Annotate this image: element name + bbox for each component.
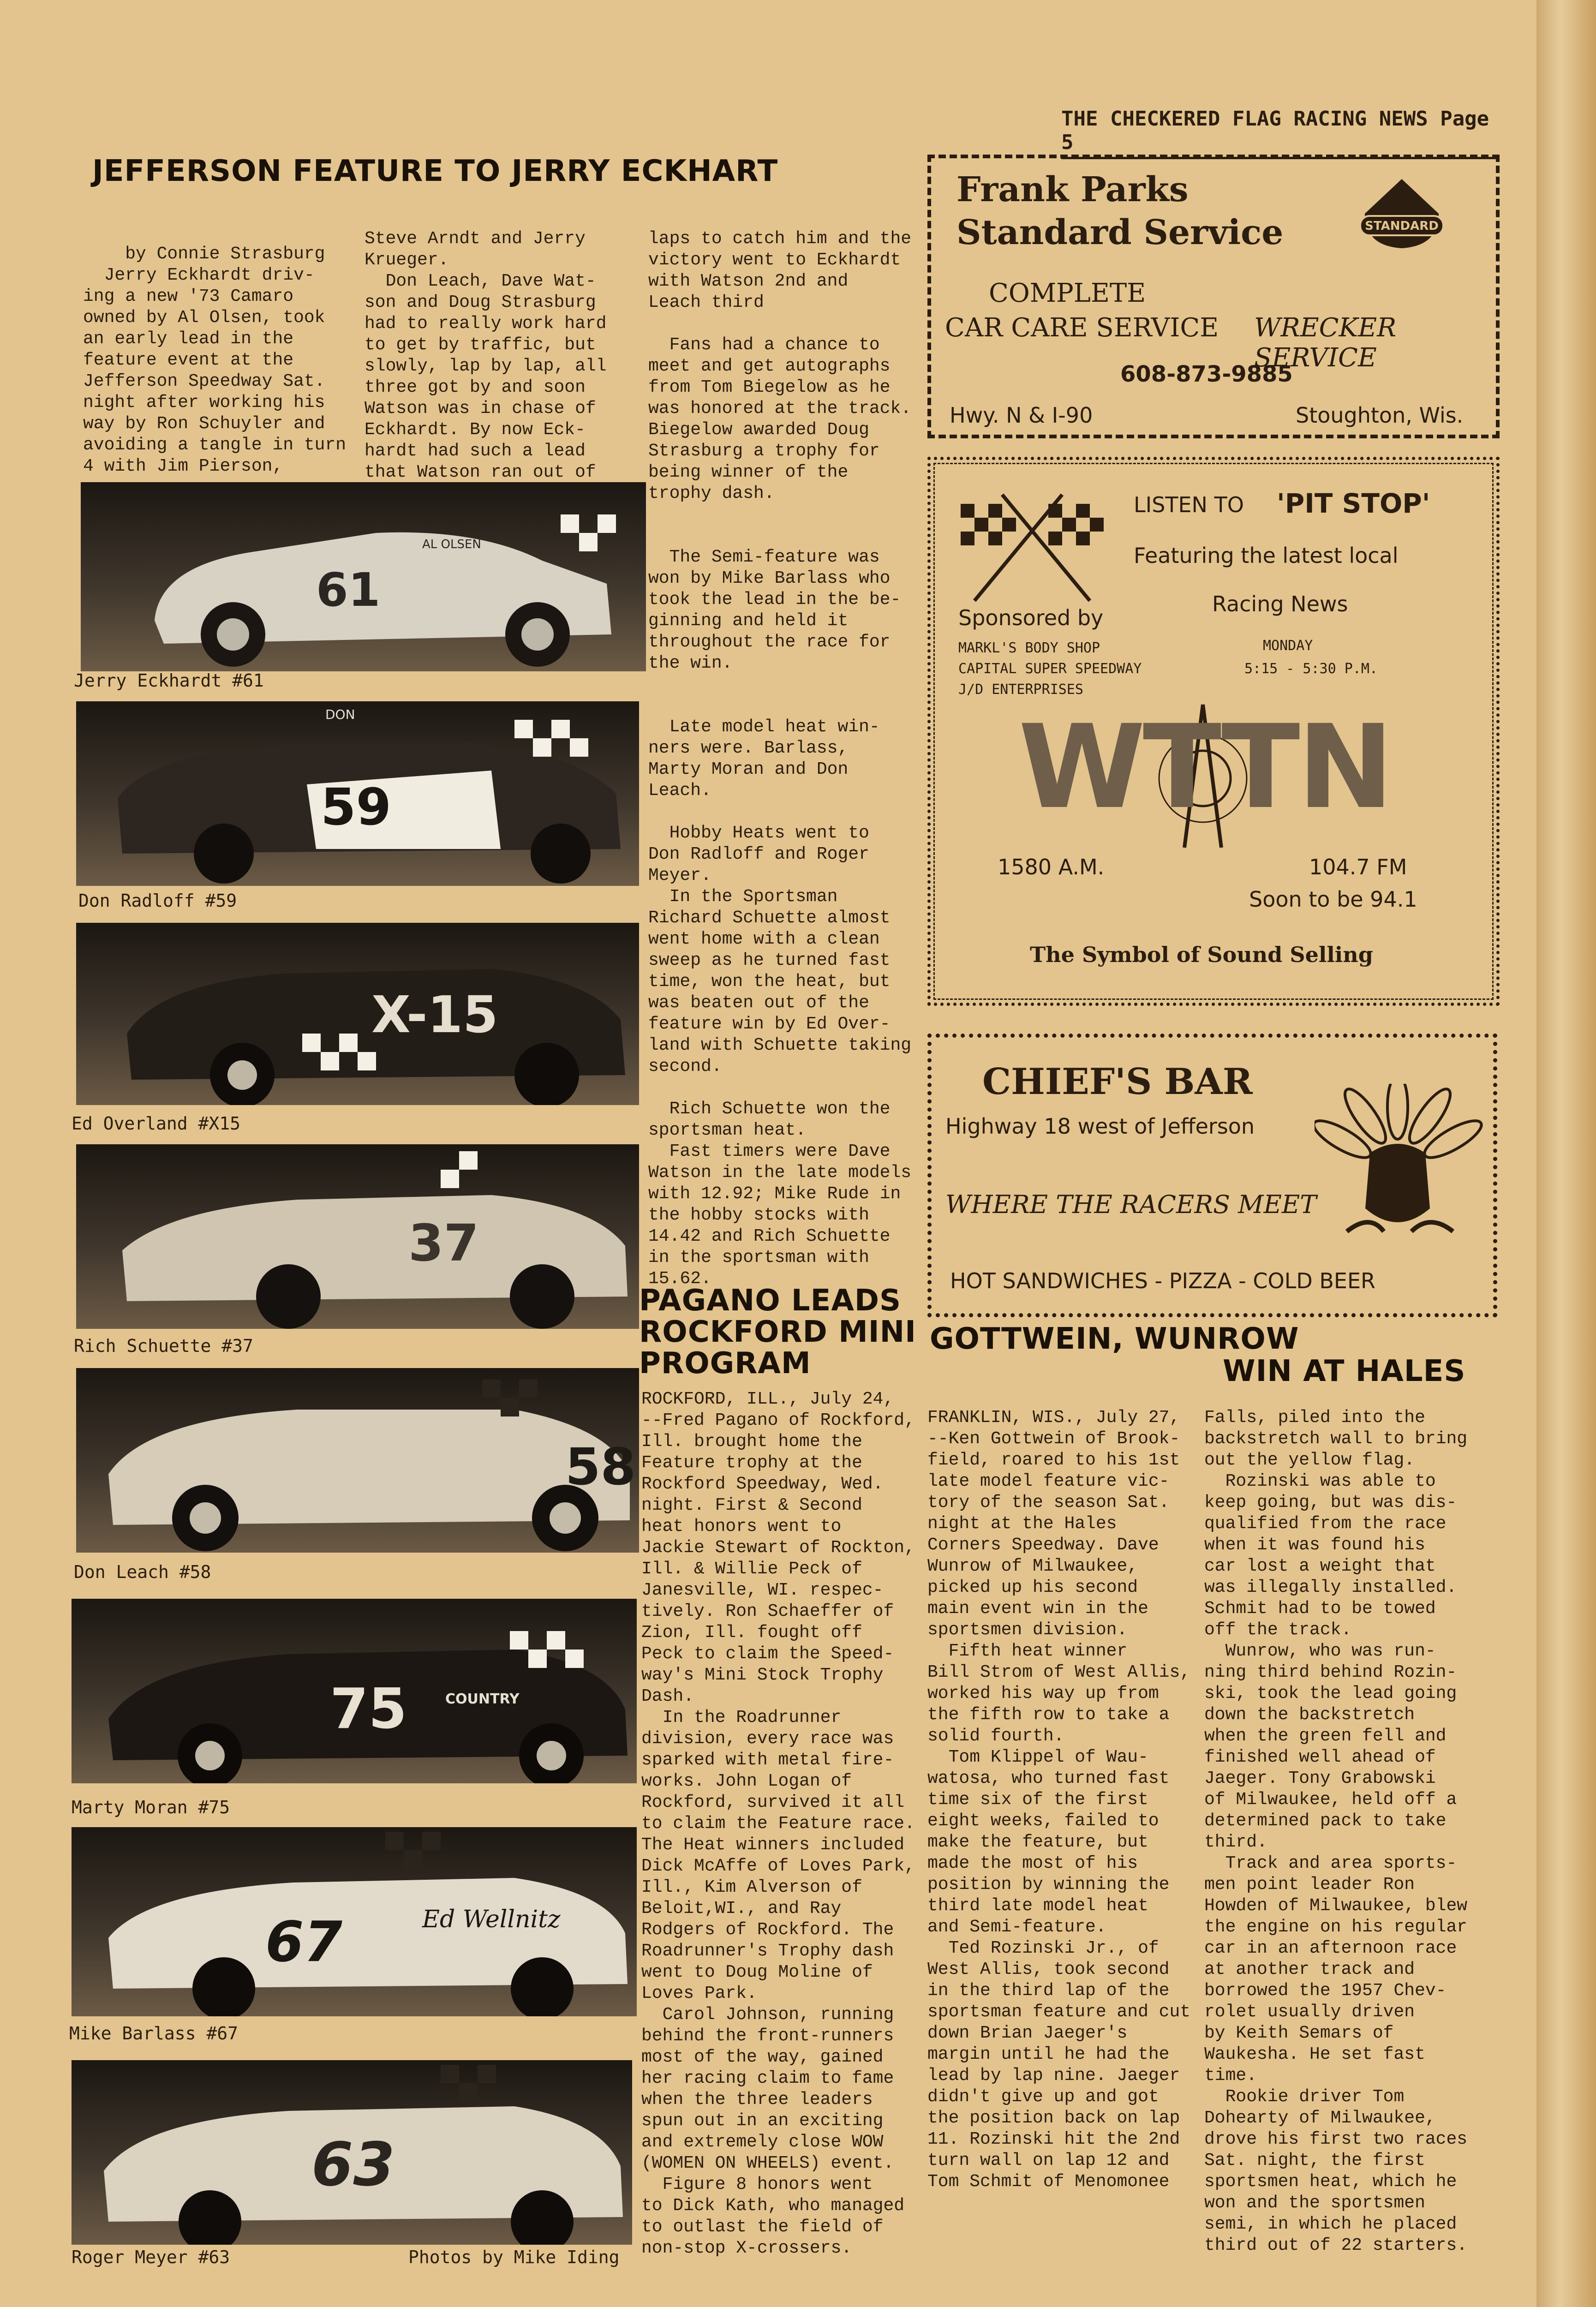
article-jefferson-col1: by Connie Strasburg Jerry Eckhardt driv- ing a new '73 Camaro owned by Al Olsen, took an early lead in the feature event at the Jefferson Speedway Sat. night after working his way by Ron Schuyler and avoiding a tangle in turn 4 with Jim Pierson, [83, 244, 347, 476]
article-headline-jefferson: JEFFERSON FEATURE TO JERRY ECKHART [92, 154, 778, 188]
car-sponsor-text: DON [325, 707, 355, 722]
ad-wttn-show: 'PIT STOP' [1277, 488, 1430, 519]
masthead: THE CHECKERED FLAG RACING NEWS Page 5 [1061, 107, 1500, 159]
car-sponsor-text: AL OLSEN [422, 538, 481, 551]
car-number-67: 67 [265, 1910, 342, 1974]
ad-wttn-soon: Soon to be 94.1 [1249, 887, 1417, 912]
ad-frank-parks-title: Frank Parks [956, 170, 1189, 209]
ad-chiefs-bar-name: CHIEF'S BAR [982, 1061, 1253, 1103]
ad-address-right: Stoughton, Wis. [1296, 403, 1464, 428]
car-number-x15: X-15 [371, 985, 498, 1044]
photo-rich-schuette [76, 1144, 639, 1329]
ad-phone: 608-873-9885 [1120, 361, 1293, 387]
newspaper-fold-edge [1536, 0, 1596, 2307]
ad-wttn-call-letters: WTTN [1018, 700, 1391, 834]
car-number-63: 63 [311, 2129, 395, 2199]
car-number-59: 59 [321, 777, 392, 837]
article-headline-gottwein: GOTTWEIN, WUNROW [930, 1322, 1299, 1356]
indian-chief-headdress-icon [1315, 1084, 1490, 1259]
photo-credit: Photos by Mike Iding [408, 2247, 620, 2267]
article-headline-pagano: PAGANO LEADS ROCKFORD MINI PROGRAM [639, 1284, 916, 1381]
photo-mike-barlass [72, 1827, 637, 2016]
photo-jerry-eckhardt [81, 482, 646, 671]
ad-wttn-featuring: Featuring the latest local [1134, 543, 1399, 568]
ad-line-car-care: CAR CARE SERVICE [945, 313, 1219, 343]
car-number-61: 61 [316, 563, 381, 617]
ad-chiefs-bar-location: Highway 18 west of Jefferson [945, 1114, 1255, 1139]
ad-wttn-am: 1580 A.M. [998, 855, 1105, 879]
photo-marty-moran [72, 1599, 637, 1783]
caption-rich-schuette: Rich Schuette #37 [74, 1336, 253, 1356]
car-number-58: 58 [565, 1437, 636, 1496]
checkered-flags-icon [956, 485, 1108, 605]
photo-ed-overland [76, 923, 639, 1105]
article-jefferson-col3: laps to catch him and the victory went to Eckhardt with Watson 2nd and Leach third Fans had a chance to meet and get autographs from Tom Biegelow as he was honored at the track. Biegelow awarded Doug Strasburg a trophy for being winner of the trophy dash. The Semi-feature was won by Mike Barlass who took the lead in the be- ginning and held it throughout the race for the win. Late model heat win- ners were. Barlass, Marty Moran and Don Leach. Hobby Heats went to Don Radloff and Roger Meyer. In the Sportsman Richard Schuette almost went home with a clean sweep as he turned fast time, won the heat, but was beaten out of the feature win by Ed Over- land with Schuette taking second. Rich Schuette won the sportsman heat. Fast timers were Dave Watson in the late models with 12.92; Mike Rude in the hobby stocks with 14.42 and Rich Schuette in the sportsman with 15.62. [648, 229, 912, 1289]
ad-wttn-time: 5:15 - 5:30 P.M. [1244, 661, 1378, 677]
ad-address-left: Hwy. N & I-90 [950, 403, 1093, 428]
photo-don-leach [76, 1368, 639, 1553]
photo-don-radloff [76, 701, 639, 886]
ad-wttn-sponsors: MARKL'S BODY SHOP CAPITAL SUPER SPEEDWAY J/D ENTERPRISES [958, 640, 1142, 698]
car-number-75: 75 [330, 1677, 407, 1741]
ad-frank-parks [927, 155, 1500, 438]
ad-wttn-day: MONDAY [1263, 638, 1313, 654]
ad-wttn-listen: LISTEN TO [1134, 492, 1244, 517]
caption-marty-moran: Marty Moran #75 [72, 1797, 230, 1817]
article-gottwein-col1: FRANKLIN, WIS., July 27, --Ken Gottwein of Brook- field, roared to his 1st late model feature vic- tory of the season Sat. night at the Hales Corners Speedway. Dave Wunrow of Milwaukee, picked up his second main event win in the sportsmen division. Fifth heat winner Bill Strom of West Allis, worked his way up from the fifth row to take a solid fourth. Tom Klippel of Wau- watosa, who turned fast time six of the first eight weeks, failed to make the feature, but made the most of his position by winning the third late model heat and Semi-feature. Ted Rozinski Jr., of West Allis, took second in the third lap of the sportsman feature and cut down Brian Jaeger's margin until he had the lead by lap nine. Jaeger didn't give up and got the position back on lap 11. Rozinski hit the 2nd turn wall on lap 12 and Tom Schmit of Menomonee [927, 1408, 1191, 2192]
ad-wttn-racing-news: Racing News [1212, 592, 1348, 616]
ad-line-wrecker: WRECKER SERVICE [1254, 313, 1397, 373]
car-number-37: 37 [408, 1213, 479, 1273]
article-pagano-body: ROCKFORD, ILL., July 24, --Fred Pagano of Rockford, Ill. brought home the Feature trophy at the Rockford Speedway, Wed. night. First & Second heat honors went to Jackie Stewart of Rockton, Ill. & Willie Peck of Janesville, WI. respec- tively. Ron Schaeffer of Zion, Ill. fought off Peck to claim the Speed- way's Mini Stock Trophy Dash. In the Roadrunner division, every race was sparked with metal fire- works. John Logan of Rockford, survived it all to claim the Feature race. The Heat winners included Dick McAffe of Loves Park, Ill., Kim Alverson of Beloit,WI., and Ray Rodgers of Rockford. The Roadrunner's Trophy dash went to Doug Moline of Loves Park. Carol Johnson, running behind the front-runners most of the way, gained her racing claim to fame when the three leaders spun out in an exciting and extremely close WOW (WOMEN ON WHEELS) event. Figure 8 honors went to Dick Kath, who managed to outlast the field of non-stop X-crossers. [641, 1389, 915, 2258]
ad-wttn-sponsored: Sponsored by [958, 605, 1104, 630]
ad-chiefs-bar-tagline: WHERE THE RACERS MEET [945, 1190, 1317, 1219]
ad-chiefs-bar-menu: HOT SANDWICHES - PIZZA - COLD BEER [950, 1268, 1376, 1293]
standard-logo-text: STANDARD [1365, 219, 1439, 233]
car-sponsor-text: Ed Wellnitz [422, 1906, 561, 1933]
ad-line-complete: COMPLETE [989, 278, 1146, 308]
photo-roger-meyer [72, 2060, 632, 2245]
article-gottwein-col2: Falls, piled into the backstretch wall to bring out the yellow flag. Rozinski was able to keep going, but was dis- qualified from the race when it was found his car lost a weight that was illegally installed. Schmit had to be towed off the track. Wunrow, who was run- ning third behind Rozin- ski, took the lead going down the backstretch when the green fell and finished well ahead of Jaeger. Tony Grabowski of Milwaukee, held off a determined pack to take third. Track and area sports- men point leader Ron Howden of Milwaukee, blew the engine on his regular car in an afternoon race at another track and borrowed the 1957 Chev- rolet usually driven by Keith Semars of Waukesha. He set fast time. Rookie driver Tom Dohearty of Milwaukee, drove his first two races Sat. night, the first sportsmen heat, which he won and the sportsmen semi, in which he placed third out of 22 starters. [1204, 1408, 1468, 2255]
article-jefferson-col2: Steve Arndt and Jerry Krueger. Don Leach, Dave Wat- son and Doug Strasburg had to really work hard to get by traffic, but slowly, lap by lap, all three got by and soon Watson was in chase of Eckhardt. By now Eck- hardt had such a lead that Watson ran out of [365, 229, 607, 482]
ad-chiefs-bar [927, 1034, 1497, 1317]
caption-don-leach: Don Leach #58 [74, 1562, 211, 1582]
caption-ed-overland: Ed Overland #X15 [72, 1113, 241, 1134]
caption-don-radloff: Don Radloff #59 [78, 891, 237, 911]
ad-wttn-fm: 104.7 FM [1309, 855, 1407, 879]
caption-jerry-eckhardt: Jerry Eckhardt #61 [74, 670, 264, 691]
ad-wttn-slogan: The Symbol of Sound Selling [1030, 942, 1373, 967]
ad-wttn [927, 457, 1500, 1006]
standard-logo-icon [1356, 177, 1448, 251]
ad-frank-parks-title2: Standard Service [956, 213, 1284, 252]
caption-roger-meyer: Roger Meyer #63 [72, 2247, 230, 2267]
car-sponsor-text: COUNTRY [445, 1691, 520, 1707]
article-headline-hales: WIN AT HALES [1223, 1354, 1466, 1388]
caption-mike-barlass: Mike Barlass #67 [69, 2023, 239, 2044]
